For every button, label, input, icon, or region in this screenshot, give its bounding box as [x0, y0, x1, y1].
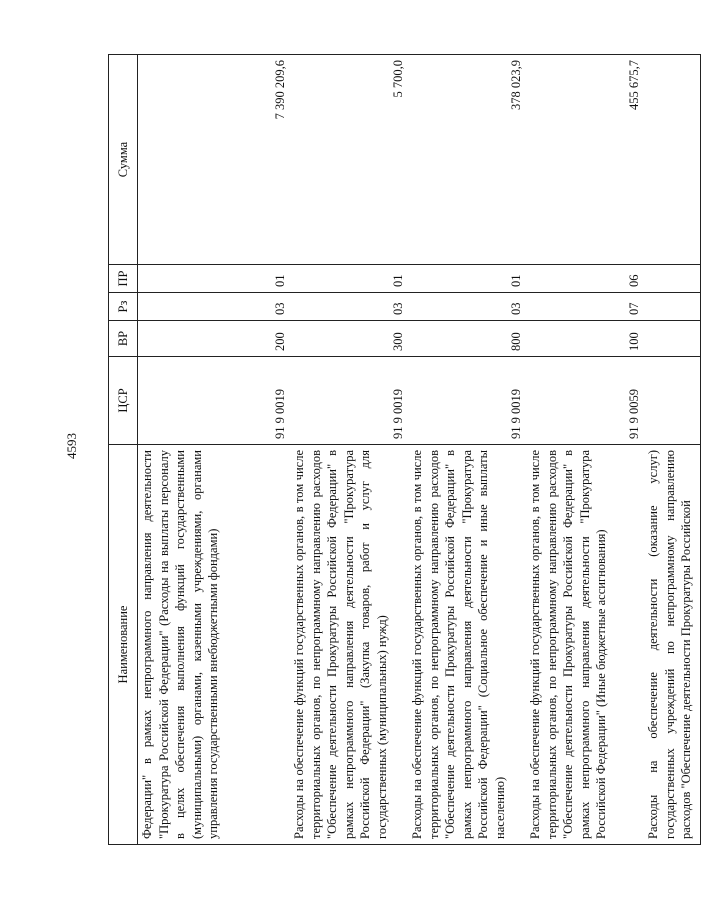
row-name: Расходы на обеспечение функций государственных органов, в том числе территориальных органов, по непрограммному направлению расходов "Обеспечение деятельности Прокуратуры Российской Федерации" в рамках непрограммного направления деятельности "Прокуратура Российской Федерации" (Иные бюджетные ассигнования) [526, 445, 644, 845]
table-header-row [109, 55, 138, 845]
page-number: 4593 [64, 433, 79, 459]
row-name: Расходы на обеспечение функций государственных органов, в том числе территориальных органов, по непрограммному направлению расходов "Обеспечение деятельности Прокуратуры Российской Федерации" в рамках непрограммного направления деятельности "Прокуратура Российской Федерации" (Социальное обеспечение и иные выплаты населению) [408, 445, 526, 845]
row-name: Расходы на обеспечение функций государственных органов, в том числе территориальных органов, по непрограммному направлению расходов "Обеспечение деятельности Прокуратуры Российской Федерации" в рамках непрограммного направления деятельности "Прокуратура Российской Федерации" (Закупка товаров, работ и услуг для государственных (муниципальных) нужд) [290, 445, 408, 845]
row-sum [644, 55, 701, 265]
table-row [644, 55, 701, 845]
row-vr: 800 [408, 321, 526, 357]
row-sum: 378 023,9 [408, 55, 526, 265]
row-rz: 03 [408, 293, 526, 321]
row-sum: 5 700,0 [290, 55, 408, 265]
row-vr [644, 321, 701, 357]
row-pr: 06 [526, 265, 644, 293]
row-name: Федерации" в рамках непрограммного направления деятельности "Прокуратура Российской Федерации" (Расходы на выплаты персоналу в целях обеспечения выполнения функций государственными (муниципальными) органами, казенными учреждениями, органами управления государственными внебюджетными фондами) [138, 445, 291, 845]
row-sum: 7 390 209,6 [138, 55, 291, 265]
header-rz: Рз [109, 293, 138, 321]
row-name: Расходы на обеспечение деятельности (оказание услуг) государственных учреждений по непрограммному направлению расходов "Обеспечение деятельности Прокуратуры Российской [644, 445, 701, 845]
budget-table-rotated [108, 55, 693, 845]
row-pr: 01 [408, 265, 526, 293]
row-vr: 100 [526, 321, 644, 357]
row-rz: 03 [138, 293, 291, 321]
row-csr: 91 9 0019 [138, 357, 291, 445]
row-csr: 91 9 0059 [526, 357, 644, 445]
header-csr: ЦСР [109, 357, 138, 445]
row-csr [644, 357, 701, 445]
row-csr: 91 9 0019 [408, 357, 526, 445]
row-pr: 01 [290, 265, 408, 293]
header-name: Наименование [109, 445, 138, 845]
row-rz: 07 [526, 293, 644, 321]
table-row [526, 55, 644, 845]
row-rz [644, 293, 701, 321]
budget-table [108, 54, 701, 845]
row-vr: 200 [138, 321, 291, 357]
header-vr: ВР [109, 321, 138, 357]
table-row [138, 55, 291, 845]
header-sum: Сумма [109, 55, 138, 265]
row-sum: 455 675,7 [526, 55, 644, 265]
row-pr: 01 [138, 265, 291, 293]
row-vr: 300 [290, 321, 408, 357]
header-pr: ПР [109, 265, 138, 293]
table-row [408, 55, 526, 845]
row-csr: 91 9 0019 [290, 357, 408, 445]
row-pr [644, 265, 701, 293]
row-rz: 03 [290, 293, 408, 321]
table-row [290, 55, 408, 845]
